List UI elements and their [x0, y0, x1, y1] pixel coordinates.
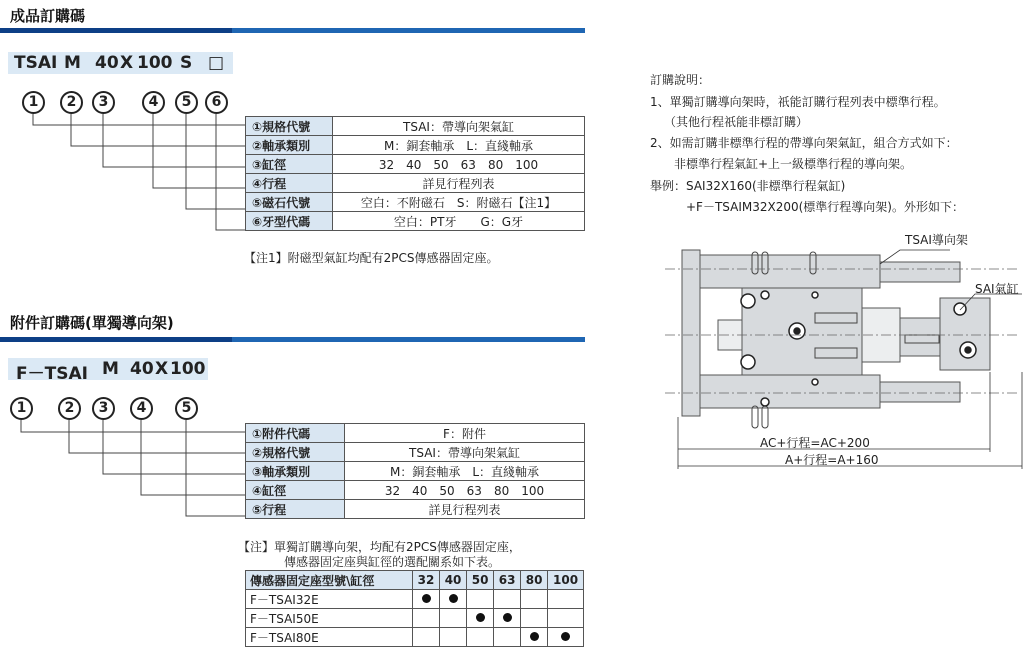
compat-dot-icon — [530, 632, 539, 641]
sensor-mount-table — [245, 570, 584, 647]
header-cell: 63 — [494, 571, 521, 590]
header-cell: 傳感器固定座型號\缸徑 — [246, 571, 413, 590]
table-row — [246, 193, 585, 212]
compat-cell — [521, 628, 548, 647]
spec-key: ①規格代號 — [246, 117, 333, 136]
order-note-line: 非標準行程氣缸+上一級標準行程的導向架。 — [674, 157, 913, 171]
section2-note-line1: 【注】單獨訂購導向架，均配有2PCS傳感器固定座， — [238, 540, 521, 554]
label-cylinder: SAI氣缸 — [975, 282, 1019, 296]
code-part-bearing: M — [102, 359, 119, 379]
table-row — [246, 443, 585, 462]
header-cell: 40 — [440, 571, 467, 590]
section1-title: 成品訂購碼 — [10, 7, 86, 25]
code-part-thread: □ — [208, 53, 225, 73]
compat-cell — [440, 590, 467, 609]
table-row — [246, 212, 585, 231]
dim-a: A+行程=A+160 — [785, 453, 879, 467]
order-note-line: （其他行程祇能非標訂購） — [664, 115, 809, 129]
spec-value: TSAI：帶導向架氣缸 — [345, 443, 585, 462]
order-note-line: 2、如需訂購非標準行程的帶導向架氣缸，組合方式如下： — [650, 136, 958, 150]
spec-value: 32 40 50 63 80 100 — [333, 155, 585, 174]
compat-cell — [521, 590, 548, 609]
compat-dot-icon — [503, 613, 512, 622]
section1-note: 【注1】附磁型氣缸均配有2PCS傳感器固定座。 — [244, 251, 499, 265]
label-guide-frame: TSAI導向架 — [905, 233, 968, 247]
code-part-f-tsai: F－TSAI — [16, 364, 88, 384]
sensor-model-cell: F－TSAI32E — [246, 590, 413, 609]
header-cell: 100 — [548, 571, 584, 590]
code-part-tsai: TSAI — [14, 53, 58, 73]
section2-note-line2: 傳感器固定座與缸徑的選配關系如下表。 — [284, 555, 501, 569]
spec-key: ②規格代號 — [246, 443, 345, 462]
guide-bottom-rod — [880, 382, 960, 402]
spec-value: F：附件 — [345, 424, 585, 443]
compat-cell — [467, 609, 494, 628]
compat-cell — [548, 590, 584, 609]
table-row — [246, 424, 585, 443]
section2-leader-lines — [0, 0, 260, 530]
spec-key: ②軸承類別 — [246, 136, 333, 155]
code-part-bore: 40 — [95, 53, 119, 73]
sensor-model-cell: F－TSAI50E — [246, 609, 413, 628]
callout-5: 5 — [175, 91, 198, 114]
table-row — [246, 174, 585, 193]
table-row — [246, 500, 585, 519]
guide-top-rod — [880, 262, 960, 282]
spec-value: M：銅套軸承 L：直綫軸承 — [345, 462, 585, 481]
compat-cell — [467, 628, 494, 647]
order-note-line: 1、單獨訂購導向架時，祇能訂購行程列表中標準行程。 — [650, 95, 946, 109]
spec-key: ③軸承類別 — [246, 462, 345, 481]
compat-cell — [494, 609, 521, 628]
spec-key: ⑤行程 — [246, 500, 345, 519]
compat-cell — [413, 628, 440, 647]
table-row — [246, 481, 585, 500]
table-row — [246, 155, 585, 174]
compat-cell — [467, 590, 494, 609]
spec-key: ⑥牙型代碼 — [246, 212, 333, 231]
callout-6: 6 — [205, 91, 228, 114]
table-row — [246, 136, 585, 155]
spec-value: 空白：不附磁石 S：附磁石【注1】 — [333, 193, 585, 212]
dim-ac: AC+行程=AC+200 — [760, 436, 870, 450]
code-part-bore: 40 — [130, 359, 154, 379]
spec-value: M：銅套軸承 L：直綫軸承 — [333, 136, 585, 155]
compat-dot-icon — [449, 594, 458, 603]
callout-4: 4 — [130, 397, 153, 420]
code-part-stroke: 100 — [170, 359, 206, 379]
code-part-x: X — [155, 359, 169, 379]
compat-cell — [494, 628, 521, 647]
code-part-bearing: M — [64, 53, 81, 73]
section1-spec-table — [245, 116, 585, 231]
order-note-line: +F－TSAIM32X200(標準行程導向架)。外形如下： — [686, 200, 964, 214]
table-header-row — [246, 571, 584, 590]
order-note-line: 舉例：SAI32X160(非標準行程氣缸) — [650, 179, 846, 193]
table-row — [246, 628, 584, 647]
compat-cell — [548, 609, 584, 628]
table-row — [246, 117, 585, 136]
code-part-x: X — [120, 53, 134, 73]
spec-value: 空白：PT牙 G：G牙 — [333, 212, 585, 231]
sensor-model-cell: F－TSAI80E — [246, 628, 413, 647]
callout-2: 2 — [60, 91, 83, 114]
code-part-magnet: S — [180, 53, 193, 73]
spec-key: ⑤磁石代號 — [246, 193, 333, 212]
guide-bottom-body — [700, 375, 880, 408]
spec-key: ①附件代碼 — [246, 424, 345, 443]
cylinder-body — [900, 318, 940, 356]
compat-cell — [440, 609, 467, 628]
callout-5: 5 — [175, 397, 198, 420]
compat-dot-icon — [561, 632, 570, 641]
compat-dot-icon — [422, 594, 431, 603]
header-cell: 80 — [521, 571, 548, 590]
compat-cell — [413, 590, 440, 609]
header-cell: 50 — [467, 571, 494, 590]
callout-4: 4 — [142, 91, 165, 114]
header-cell: 32 — [413, 571, 440, 590]
table-row — [246, 609, 584, 628]
spec-key: ④行程 — [246, 174, 333, 193]
spec-value: TSAI：帶導向架氣缸 — [333, 117, 585, 136]
compat-cell — [413, 609, 440, 628]
callout-3: 3 — [92, 91, 115, 114]
compat-cell — [548, 628, 584, 647]
callout-3: 3 — [92, 397, 115, 420]
back-plate — [682, 250, 700, 416]
guide-top-body — [700, 255, 880, 288]
section2-spec-table — [245, 423, 585, 519]
compat-dot-icon — [476, 613, 485, 622]
spec-key: ④缸徑 — [246, 481, 345, 500]
callout-1: 1 — [22, 91, 45, 114]
order-notes-heading: 訂購說明： — [650, 73, 711, 87]
spec-value: 詳見行程列表 — [333, 174, 585, 193]
spec-value: 詳見行程列表 — [345, 500, 585, 519]
code-part-stroke: 100 — [137, 53, 173, 73]
callout-2: 2 — [58, 397, 81, 420]
section2-title: 附件訂購碼(單獨導向架) — [10, 314, 174, 332]
table-row — [246, 462, 585, 481]
table-row — [246, 590, 584, 609]
compat-cell — [494, 590, 521, 609]
compat-cell — [521, 609, 548, 628]
spec-key: ③缸徑 — [246, 155, 333, 174]
callout-1: 1 — [10, 397, 33, 420]
spec-value: 32 40 50 63 80 100 — [345, 481, 585, 500]
compat-cell — [440, 628, 467, 647]
